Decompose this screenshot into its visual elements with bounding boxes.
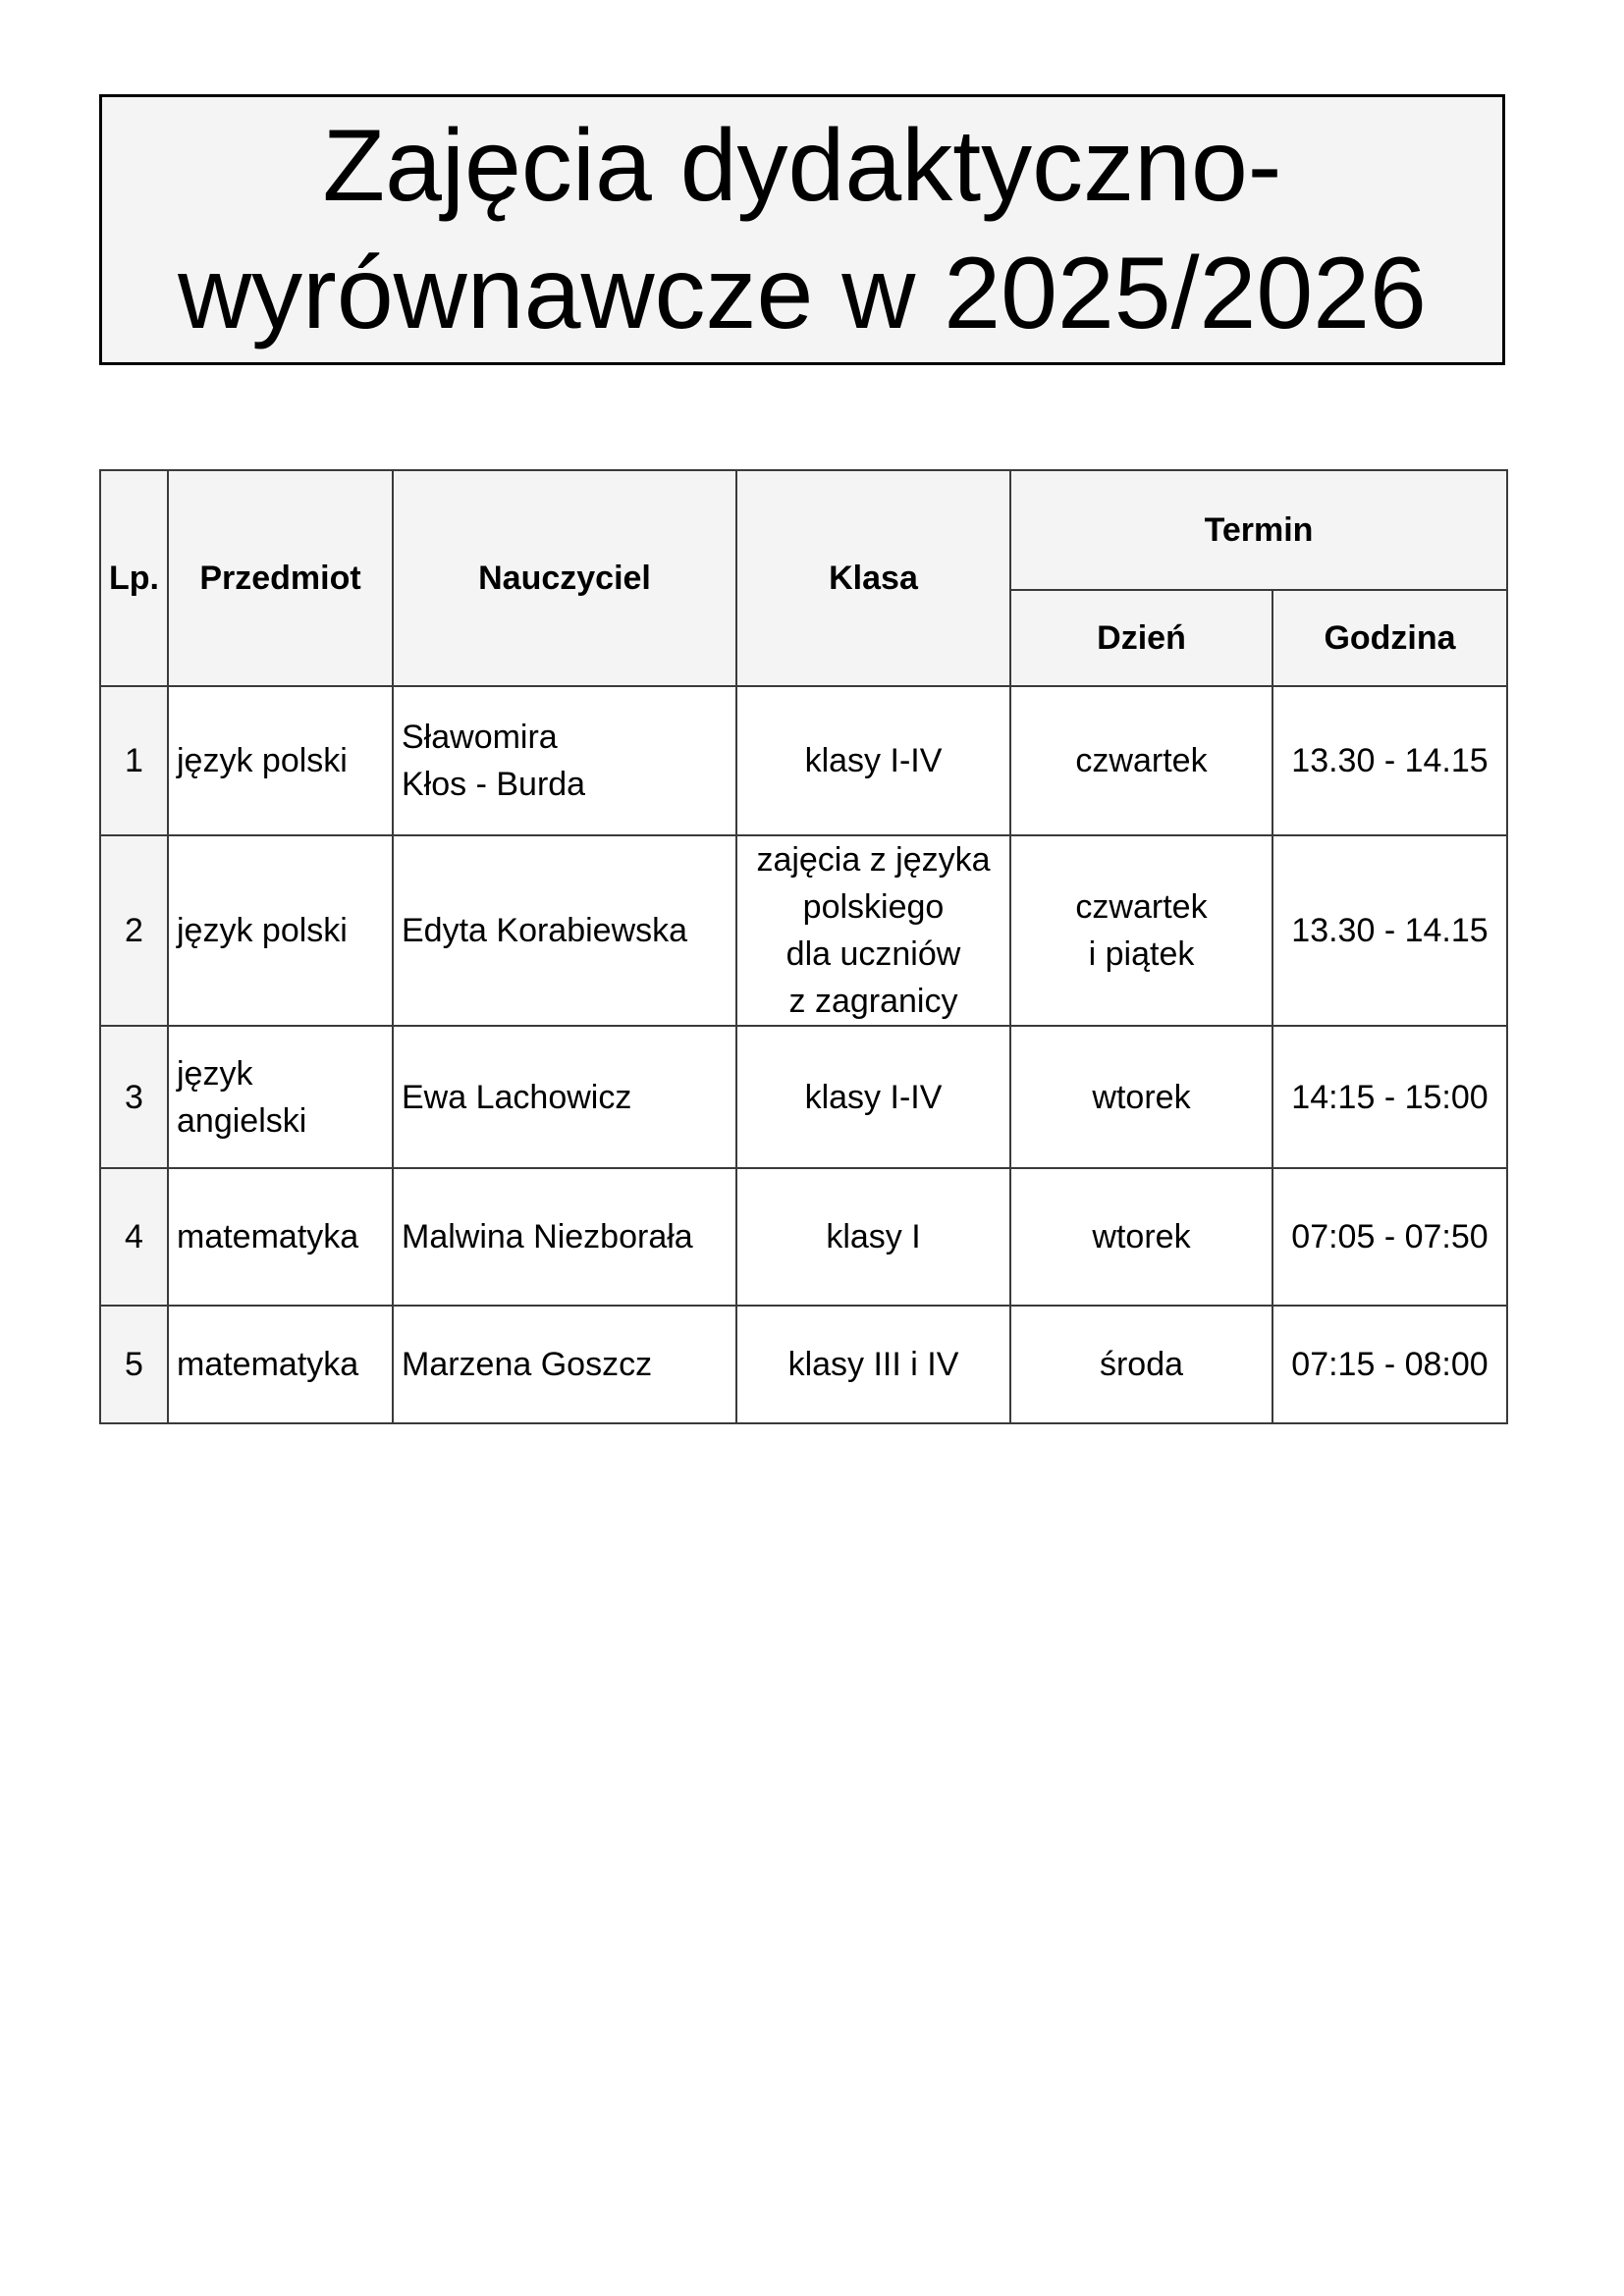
header-lp: Lp.: [100, 470, 168, 686]
cell-day: czwartek: [1010, 686, 1272, 835]
cell-subject: język polski: [168, 686, 393, 835]
cell-lp: 2: [100, 835, 168, 1026]
cell-subject: matematyka: [168, 1168, 393, 1306]
cell-teacher: Ewa Lachowicz: [393, 1026, 736, 1168]
cell-lp: 5: [100, 1306, 168, 1423]
header-term: Termin: [1010, 470, 1507, 590]
cell-lp: 4: [100, 1168, 168, 1306]
cell-day: czwartek i piątek: [1010, 835, 1272, 1026]
table-row: [100, 835, 1507, 1026]
table-row: [100, 1026, 1507, 1168]
cell-lp: 3: [100, 1026, 168, 1168]
header-row: [100, 470, 1507, 590]
cell-hour: 07:15 - 08:00: [1272, 1306, 1507, 1423]
header-class: Klasa: [736, 470, 1010, 686]
page-title-line-2: wyrównawcze w 2025/2026: [178, 237, 1427, 350]
cell-class: zajęcia z języka polskiego dla uczniów z zagranicy: [736, 835, 1010, 1026]
cell-class: klasy I: [736, 1168, 1010, 1306]
cell-teacher: Marzena Goszcz: [393, 1306, 736, 1423]
table-row: [100, 686, 1507, 835]
cell-class: klasy I-IV: [736, 1026, 1010, 1168]
cell-day: środa: [1010, 1306, 1272, 1423]
cell-hour: 13.30 - 14.15: [1272, 835, 1507, 1026]
schedule-table: [99, 469, 1508, 1424]
cell-teacher: Sławomira Kłos - Burda: [393, 686, 736, 835]
cell-teacher: Malwina Niezborała: [393, 1168, 736, 1306]
cell-day: wtorek: [1010, 1026, 1272, 1168]
cell-hour: 13.30 - 14.15: [1272, 686, 1507, 835]
header-teacher: Nauczyciel: [393, 470, 736, 686]
cell-lp: 1: [100, 686, 168, 835]
cell-hour: 14:15 - 15:00: [1272, 1026, 1507, 1168]
table-row: [100, 1306, 1507, 1423]
cell-subject: język polski: [168, 835, 393, 1026]
cell-class: klasy I-IV: [736, 686, 1010, 835]
title-box: [99, 94, 1505, 365]
header-subject: Przedmiot: [168, 470, 393, 686]
cell-subject: język angielski: [168, 1026, 393, 1168]
page-title-line-1: Zajęcia dydaktyczno-: [322, 109, 1282, 223]
cell-subject: matematyka: [168, 1306, 393, 1423]
cell-day: wtorek: [1010, 1168, 1272, 1306]
header-day: Dzień: [1010, 590, 1272, 686]
header-hour: Godzina: [1272, 590, 1507, 686]
cell-teacher: Edyta Korabiewska: [393, 835, 736, 1026]
cell-class: klasy III i IV: [736, 1306, 1010, 1423]
cell-hour: 07:05 - 07:50: [1272, 1168, 1507, 1306]
table-row: [100, 1168, 1507, 1306]
